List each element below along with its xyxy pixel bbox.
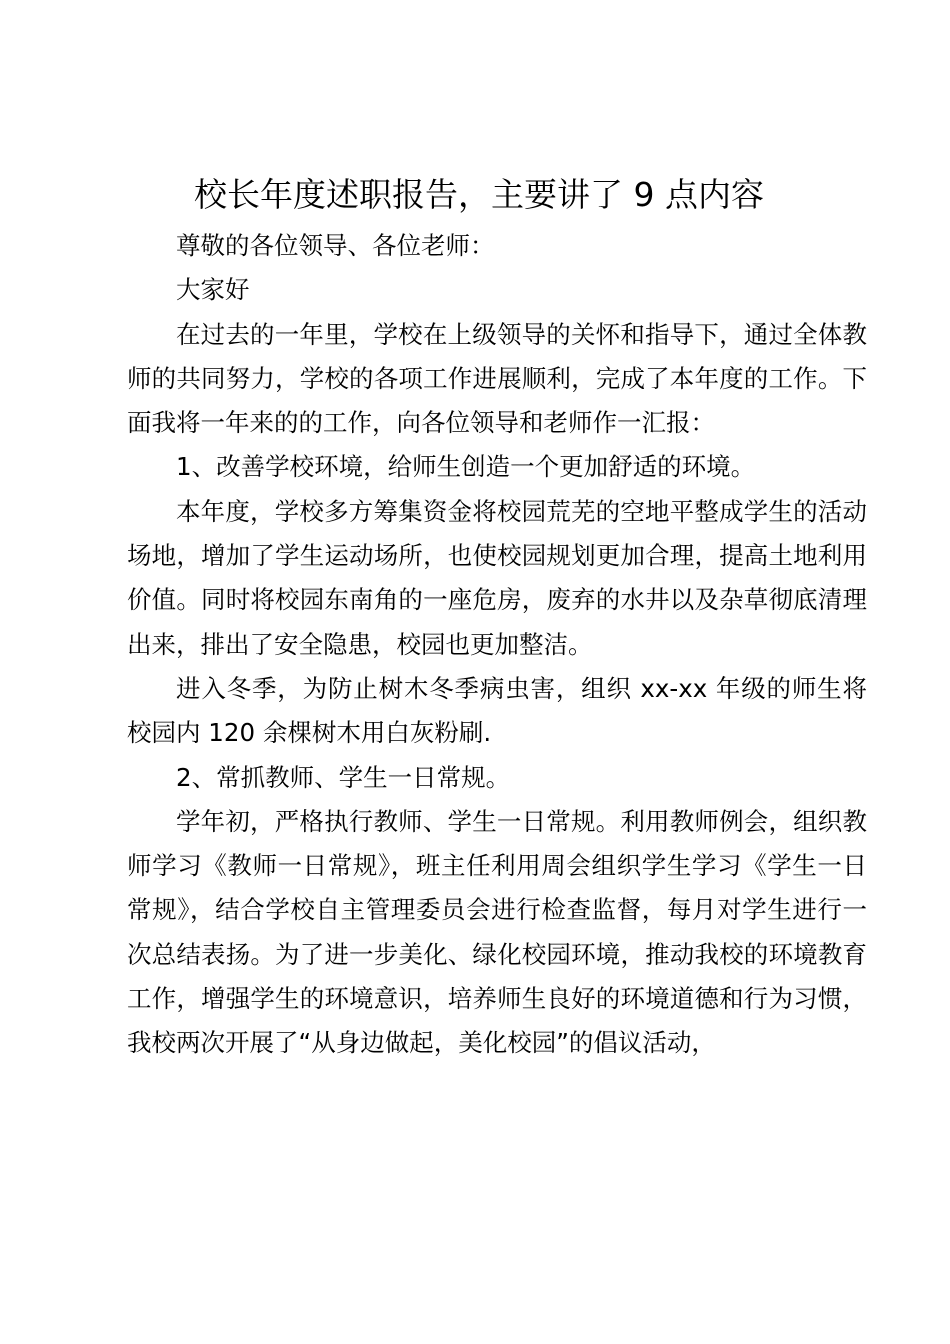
paragraph-campus-improvement: 本年度，学校多方筹集资金将校园荒芜的空地平整成学生的活动场地，增加了学生运动场所，也使校园规划更加合理，提高土地利用价值。同时将校园东南角的一座危房，废弃的水井以及杂草彻底清理出来，排出了安全隐患，校园也更加整洁。 bbox=[127, 496, 867, 659]
document-title: 校长年度述职报告，主要讲了 9 点内容 bbox=[194, 175, 764, 214]
paragraph-greeting: 大家好 bbox=[176, 275, 250, 305]
document-body bbox=[127, 224, 867, 1066]
paragraph-winter-trees: 进入冬季，为防止树木冬季病虫害，组织 xx-xx 年级的师生将校园内 120 余棵树木用白灰粉刷. bbox=[127, 673, 867, 748]
section-heading-2: 2、常抓教师、学生一日常规。 bbox=[176, 762, 511, 792]
paragraph-daily-routine: 学年初，严格执行教师、学生一日常规。利用教师例会，组织教师学习《教师一日常规》，班主任利用周会组织学生学习《学生一日常规》，结合学校自主管理委员会进行检查监督，每月对学生进行一次总结表扬。为了进一步美化、绿化校园环境，推动我校的环境教育工作，增强学生的环境意识，培养师生良好的环境道德和行为习惯，我校两次开展了“从身边做起，美化校园”的倡议活动， bbox=[127, 806, 867, 1058]
paragraph-salutation: 尊敬的各位领导、各位老师： bbox=[176, 231, 495, 260]
section-heading-1: 1、改善学校环境，给师生创造一个更加舒适的环境。 bbox=[176, 452, 756, 482]
paragraph-intro: 在过去的一年里，学校在上级领导的关怀和指导下，通过全体教师的共同努力，学校的各项工作进展顺利，完成了本年度的工作。下面我将一年来的的工作，向各位领导和老师作一汇报： bbox=[127, 319, 867, 438]
